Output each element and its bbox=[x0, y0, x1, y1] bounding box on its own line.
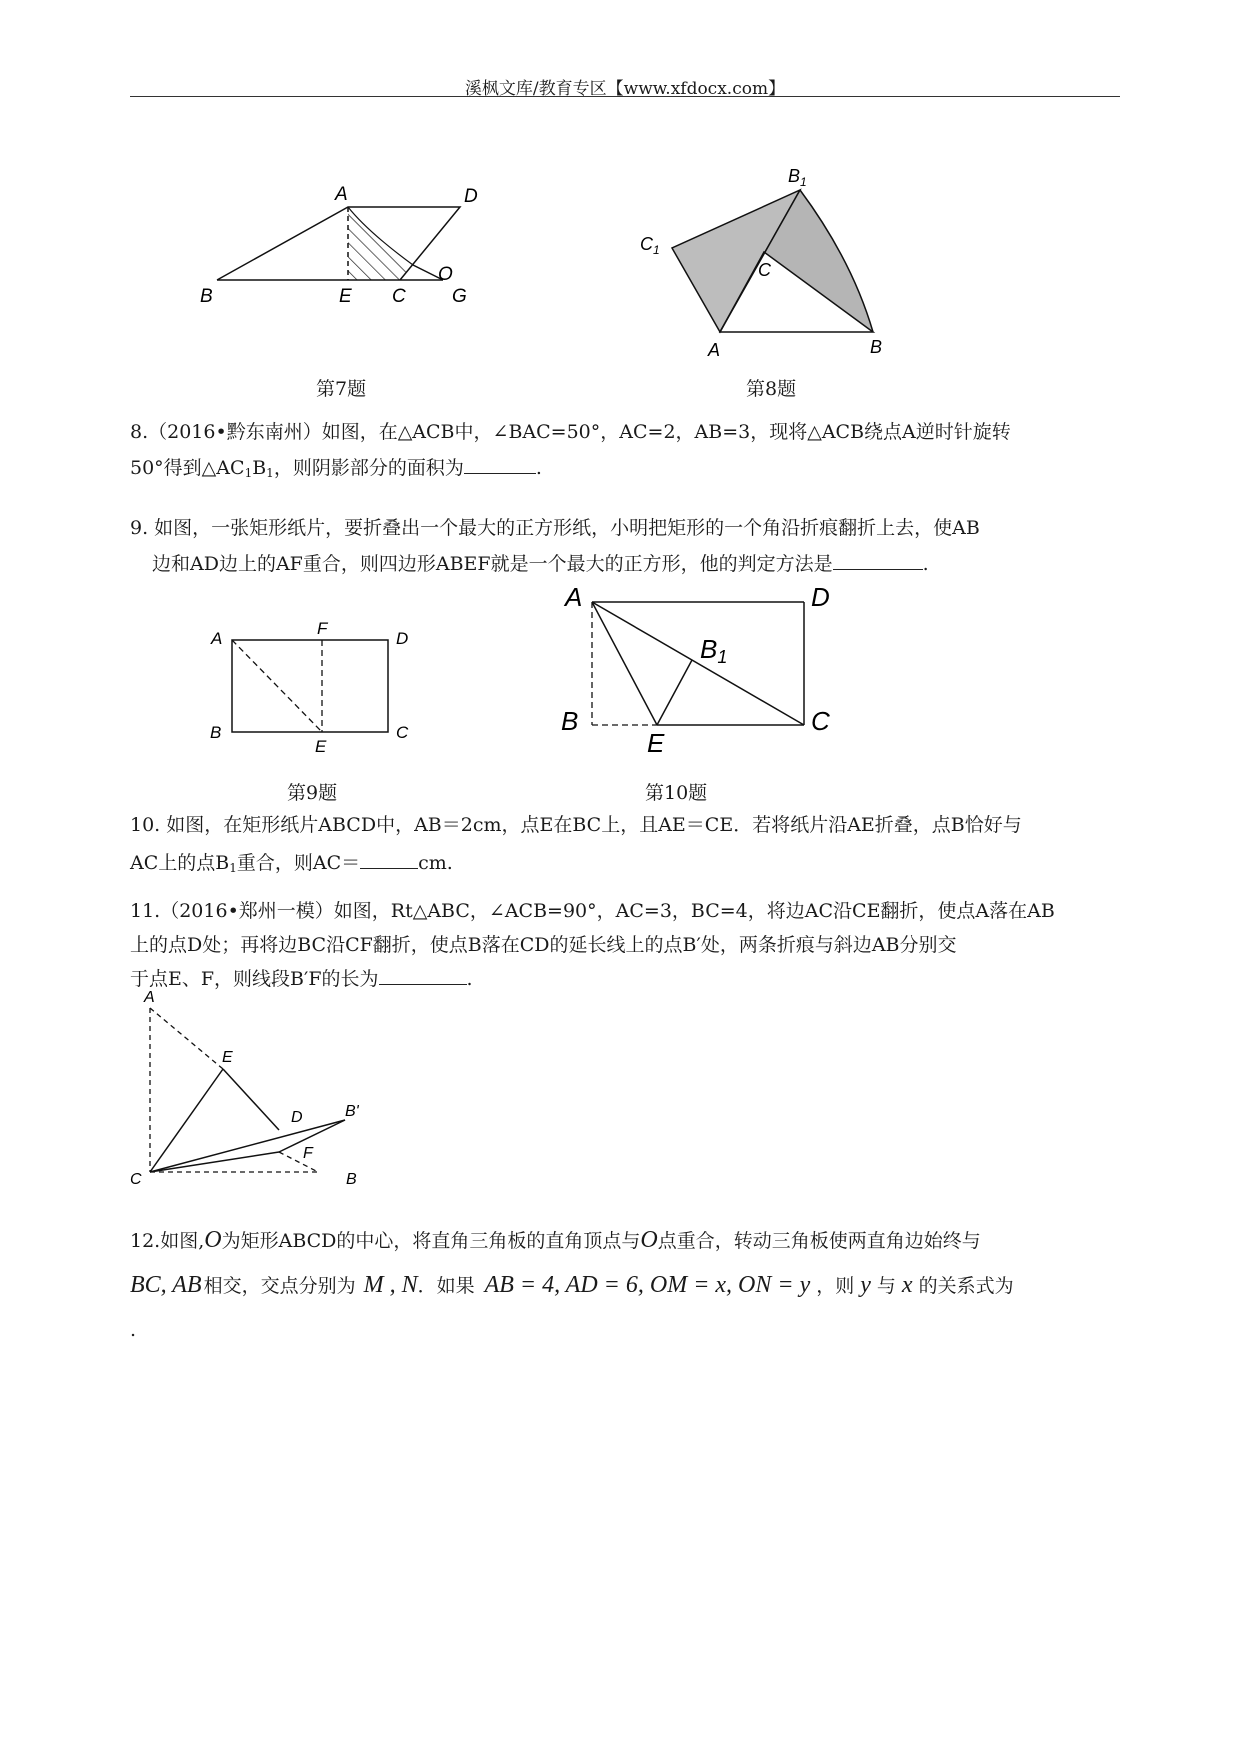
q11-line-2: 上的点D处；再将边BC沿CF翻折，使点B落在CD的延长线上的点B′处，两条折痕与斜边AB分别交 bbox=[130, 934, 957, 956]
fig8-label-b1: $B_1$ bbox=[788, 166, 807, 189]
fig9-label-a: A bbox=[211, 629, 223, 648]
fig11-label-b: B bbox=[346, 1171, 357, 1188]
fig7-label-e: E bbox=[339, 286, 352, 307]
q8-answer-blank[interactable] bbox=[464, 455, 536, 474]
fig9-label-d: D bbox=[396, 629, 409, 648]
fig11-label-c: C bbox=[130, 1171, 142, 1188]
q8-line-2: 50°得到$\triangle AC_1B_1$，则阴影部分的面积为 . bbox=[130, 457, 542, 480]
q12-line-3: . bbox=[130, 1319, 137, 1341]
fig11-label-f: F bbox=[303, 1145, 313, 1162]
fig7-label-b: B bbox=[200, 286, 213, 307]
fig8-label-a: A bbox=[708, 340, 721, 360]
fig10-label-e: E bbox=[647, 728, 665, 758]
fig8-label-c: C bbox=[758, 260, 771, 280]
q12-line-1: 12.如图,O为矩形ABCD的中心，将直角三角板的直角顶点与O点重合，转动三角板使两直角边始终与 bbox=[130, 1227, 981, 1253]
fig8-label-c1: $C_1$ bbox=[640, 234, 660, 257]
fig10-label-d: D bbox=[811, 582, 830, 612]
fig7-label-c: C bbox=[392, 286, 406, 307]
q10-line-1: 10. 如图，在矩形纸片ABCD中，AB＝2cm，点E在BC上，且AE＝CE．若将纸片沿AE折叠，点B恰好与 bbox=[130, 814, 1022, 836]
q8-line-1: 8.（2016•黔东南州）如图，在△ACB中，∠BAC=50°，AC=2，AB=3，现将△ACB绕点A逆时针旋转 bbox=[130, 421, 1011, 443]
fig10-label-a: A bbox=[565, 582, 583, 612]
fig10-label-b1: B1 bbox=[700, 634, 728, 667]
figure-10 bbox=[555, 580, 855, 760]
q11-line-1: 11.（2016•郑州一模）如图，Rt△ABC，∠ACB=90°，AC=3，BC=4，将边AC沿CE翻折，使点A落在AB bbox=[130, 900, 1055, 922]
q10-line-2: AC上的点$B_1$重合，则AC＝ cm. bbox=[130, 852, 453, 875]
q9-line-1: 9. 如图，一张矩形纸片，要折叠出一个最大的正方形纸，小明把矩形的一个角沿折痕翻折上去，使AB bbox=[130, 517, 980, 539]
fig7-label-d: D bbox=[464, 186, 478, 207]
fig11-label-e: E bbox=[222, 1049, 233, 1066]
figure-10-caption: 第10题 bbox=[645, 782, 708, 804]
fig9-rectangle bbox=[232, 640, 388, 732]
fig9-label-b: B bbox=[210, 723, 222, 742]
question-8 bbox=[130, 414, 1120, 491]
figure-9-caption: 第9题 bbox=[287, 782, 338, 804]
fig7-label-g: G bbox=[452, 286, 467, 307]
figure-7-caption: 第7题 bbox=[316, 378, 367, 400]
fig11-label-d: D bbox=[291, 1109, 303, 1126]
header-divider bbox=[130, 96, 1120, 97]
fig11-label-a: A bbox=[144, 989, 155, 1006]
q11-line-3: 于点E、F，则线段B′F的长为 . bbox=[130, 968, 473, 990]
figure-11 bbox=[120, 988, 380, 1188]
q9-answer-blank[interactable] bbox=[833, 551, 923, 570]
q9-line-2: 边和AD边上的AF重合，则四边形ABEF就是一个最大的正方形，他的判定方法是 . bbox=[152, 553, 929, 575]
fig7-label-o: O bbox=[438, 264, 453, 285]
figure-9 bbox=[205, 618, 425, 758]
question-12 bbox=[130, 1218, 1120, 1352]
question-9 bbox=[130, 510, 1120, 582]
fig10-label-c: C bbox=[811, 706, 830, 736]
fig10-label-b: B bbox=[561, 706, 579, 736]
question-10 bbox=[130, 806, 1120, 887]
figure-8 bbox=[630, 160, 900, 360]
figure-7 bbox=[200, 180, 490, 350]
fig11-label-b-prime: B' bbox=[345, 1103, 359, 1120]
fig9-label-e: E bbox=[315, 737, 327, 756]
fig9-label-f: F bbox=[317, 619, 328, 638]
question-11 bbox=[130, 894, 1120, 996]
q11-answer-blank[interactable] bbox=[379, 966, 467, 985]
figure-8-caption: 第8题 bbox=[746, 378, 797, 400]
fig9-label-c: C bbox=[396, 723, 409, 742]
q10-answer-blank[interactable] bbox=[360, 850, 418, 869]
fig7-label-a: A bbox=[335, 184, 348, 205]
page-header: 溪枫文库/教育专区【www.xfdocx.com】 bbox=[464, 79, 786, 99]
fig8-label-b: B bbox=[870, 337, 883, 357]
q12-line-2: BC, AB 相交，交点分别为 M , N．如果 AB = 4, AD = 6, OM = x, ON = y ，则 y 与 x 的关系式为 bbox=[130, 1272, 1014, 1298]
fig7-parallelogram bbox=[217, 207, 460, 280]
